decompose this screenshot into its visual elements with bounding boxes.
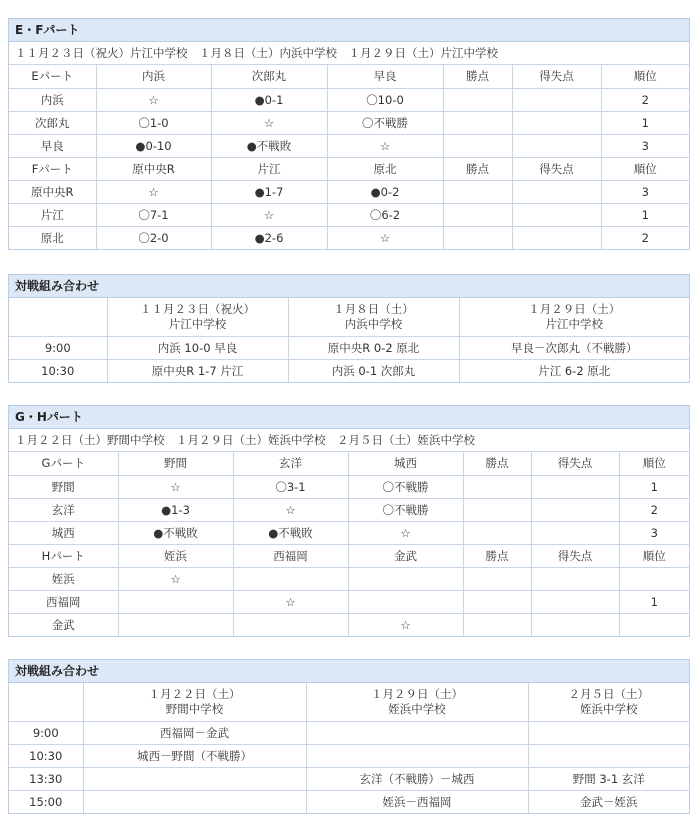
gh-standings-row	[9, 521, 689, 544]
ef-matchups-date-header	[459, 298, 689, 336]
gh-standings-row	[9, 475, 689, 498]
gh-standings-cell: 西福岡	[233, 544, 348, 567]
ef-matchups-date: １月２９日（土）	[528, 301, 621, 316]
gh-standings-cell: ☆	[348, 613, 463, 636]
gh-matchups-match: 野間 3-1 玄洋	[528, 767, 689, 790]
ef-standings-cell: 内浜	[9, 88, 96, 111]
ef-standings-cell: ☆	[211, 111, 327, 134]
ef-standings-cell	[512, 203, 601, 226]
gh-matchups-time: 15:00	[9, 790, 83, 813]
ef-standings-cell: 2	[601, 226, 689, 249]
gh-matchups-time: 9:00	[9, 721, 83, 744]
gh-matchups-match	[528, 721, 689, 744]
ef-matchups-header-row	[9, 298, 689, 336]
gh-matchups-row	[9, 790, 689, 813]
ef-standings-cell: 〇10-0	[327, 88, 443, 111]
ef-standings-row	[9, 111, 689, 134]
gh-standings-cell: Hパート	[9, 544, 118, 567]
gh-standings-cell: Gパート	[9, 452, 118, 475]
gh-matchups-time: 13:30	[9, 767, 83, 790]
ef-standings-table	[9, 65, 689, 249]
ef-standings-cell	[443, 88, 512, 111]
gh-standings-cell: ☆	[233, 590, 348, 613]
gh-matchups-date: ２月５日（土）	[568, 686, 649, 701]
gh-standings-row	[9, 613, 689, 636]
gh-matchups-panel	[8, 659, 690, 814]
gh-standings-cell: 野間	[118, 452, 233, 475]
gh-standings-cell	[348, 567, 463, 590]
ef-standings-cell: 1	[601, 111, 689, 134]
ef-standings-cell: 〇7-1	[96, 203, 211, 226]
ef-standings-cell	[512, 180, 601, 203]
ef-standings-cell: 〇2-0	[96, 226, 211, 249]
ef-matchups-date-header	[107, 298, 288, 336]
gh-standings-cell: 金武	[9, 613, 118, 636]
gh-standings-cell: ●不戦敗	[233, 521, 348, 544]
ef-standings-cell: 1	[601, 203, 689, 226]
ef-matchups-venue: 片江中学校	[545, 316, 603, 331]
ef-standings-cell: 片江	[211, 157, 327, 180]
gh-standings-cell: 城西	[9, 521, 118, 544]
ef-standings-cell: ☆	[96, 180, 211, 203]
gh-matchups-time: 10:30	[9, 744, 83, 767]
gh-matchups-match: 城西－野間（不戦勝）	[83, 744, 306, 767]
ef-standings-cell: 順位	[601, 157, 689, 180]
ef-standings-row	[9, 157, 689, 180]
ef-standings-cell: 早良	[9, 134, 96, 157]
ef-standings-row	[9, 226, 689, 249]
ef-standings-cell: ☆	[327, 226, 443, 249]
ef-standings-cell: 早良	[327, 65, 443, 88]
gh-standings-cell	[463, 475, 531, 498]
gh-standings-cell: 金武	[348, 544, 463, 567]
ef-standings-cell: 原北	[9, 226, 96, 249]
gh-standings-cell: 玄洋	[9, 498, 118, 521]
gh-standings-cell: 城西	[348, 452, 463, 475]
ef-standings-cell: ☆	[211, 203, 327, 226]
gh-standings-cell	[348, 590, 463, 613]
ef-standings-cell: 〇不戦勝	[327, 111, 443, 134]
gh-standings-cell: 3	[619, 521, 689, 544]
ef-standings-cell: ●0-1	[211, 88, 327, 111]
ef-standings-cell: ●不戦敗	[211, 134, 327, 157]
gh-standings-cell: 得失点	[531, 452, 619, 475]
gh-matchups-date-header	[306, 683, 528, 721]
gh-matchups-match	[306, 744, 528, 767]
gh-standings-cell	[619, 567, 689, 590]
gh-matchups-row	[9, 767, 689, 790]
gh-standings-cell	[463, 613, 531, 636]
gh-standings-cell	[531, 590, 619, 613]
ef-standings-row	[9, 134, 689, 157]
ef-standings-row	[9, 65, 689, 88]
gh-standings-cell: ☆	[118, 567, 233, 590]
gh-standings-cell: ☆	[118, 475, 233, 498]
gh-standings-cell: 〇3-1	[233, 475, 348, 498]
ef-matchups-panel	[8, 274, 690, 383]
ef-standings-cell	[443, 203, 512, 226]
gh-standings-cell	[531, 475, 619, 498]
gh-standings-cell	[531, 498, 619, 521]
ef-matchups-time: 9:00	[9, 336, 107, 359]
gh-standings-row	[9, 452, 689, 475]
gh-matchups-match: 姪浜－西福岡	[306, 790, 528, 813]
ef-standings-cell: ●2-6	[211, 226, 327, 249]
gh-matchups-date-header	[83, 683, 306, 721]
ef-standings-cell	[512, 134, 601, 157]
gh-matchups-match: 金武－姪浜	[528, 790, 689, 813]
ef-standings-cell: 得失点	[512, 157, 601, 180]
ef-standings-cell: ☆	[327, 134, 443, 157]
gh-standings-cell	[463, 590, 531, 613]
gh-matchups-match	[83, 767, 306, 790]
gh-standings-row	[9, 544, 689, 567]
gh-matchups-venue: 姪浜中学校	[388, 701, 446, 716]
gh-standings-cell: 順位	[619, 544, 689, 567]
gh-matchups-row	[9, 721, 689, 744]
ef-matchups-match: 片江 6-2 原北	[459, 359, 689, 382]
gh-schedule: １月２２日（土）野間中学校 １月２９日（土）姪浜中学校 ２月５日（土）姪浜中学校	[9, 429, 689, 452]
ef-standings-cell: 順位	[601, 65, 689, 88]
ef-matchups-venue: 内浜中学校	[344, 316, 403, 331]
ef-panel-title: E・Fパート	[9, 19, 689, 42]
ef-schedule: １１月２３日（祝火）片江中学校 １月８日（土）内浜中学校 １月２９日（土）片江中学校	[9, 42, 689, 65]
gh-standings-cell	[118, 613, 233, 636]
ef-standings-row	[9, 88, 689, 111]
gh-standings-cell	[531, 567, 619, 590]
ef-standings-cell	[512, 226, 601, 249]
ef-matchups-match: 早良－次郎丸（不戦勝）	[459, 336, 689, 359]
ef-standings-cell: 片江	[9, 203, 96, 226]
ef-standings-cell: 勝点	[443, 65, 512, 88]
gh-standings-table	[9, 452, 689, 636]
ef-standings-cell: ●0-10	[96, 134, 211, 157]
ef-standings-cell	[443, 180, 512, 203]
ef-matchups-date-header	[288, 298, 459, 336]
gh-matchups-match	[83, 790, 306, 813]
gh-matchups-title: 対戦組み合わせ	[9, 660, 689, 683]
ef-standings-cell: 3	[601, 180, 689, 203]
gh-standings-cell: 順位	[619, 452, 689, 475]
ef-standings-cell: ●1-7	[211, 180, 327, 203]
ef-standings-cell: 次郎丸	[9, 111, 96, 134]
ef-matchups-row	[9, 336, 689, 359]
gh-standings-cell: 2	[619, 498, 689, 521]
gh-standings-cell: 〇不戦勝	[348, 475, 463, 498]
ef-standings-cell: 勝点	[443, 157, 512, 180]
gh-standings-row	[9, 590, 689, 613]
gh-standings-cell: 勝点	[463, 452, 531, 475]
ef-standings-cell: 〇1-0	[96, 111, 211, 134]
gh-standings-cell: ☆	[348, 521, 463, 544]
gh-matchups-venue: 野間中学校	[165, 701, 224, 716]
ef-standings-cell: Eパート	[9, 65, 96, 88]
gh-standings-cell	[531, 613, 619, 636]
ef-standings-cell: 次郎丸	[211, 65, 327, 88]
gh-standings-cell: 1	[619, 590, 689, 613]
ef-standings-row	[9, 180, 689, 203]
ef-matchups-table	[9, 298, 689, 382]
ef-standings-cell	[443, 226, 512, 249]
ef-standings-row	[9, 203, 689, 226]
gh-matchups-match	[306, 721, 528, 744]
ef-matchups-corner-cell	[9, 298, 107, 336]
ef-standings-cell: Fパート	[9, 157, 96, 180]
gh-matchups-match: 西福岡－金武	[83, 721, 306, 744]
ef-matchups-match: 内浜 10-0 早良	[107, 336, 288, 359]
gh-standings-row	[9, 498, 689, 521]
ef-matchups-row	[9, 359, 689, 382]
ef-standings-cell: 〇6-2	[327, 203, 443, 226]
ef-standings-cell: 3	[601, 134, 689, 157]
ef-standings-cell	[512, 88, 601, 111]
gh-standings-cell: ●1-3	[118, 498, 233, 521]
gh-matchups-match	[528, 744, 689, 767]
ef-matchups-match: 内浜 0-1 次郎丸	[288, 359, 459, 382]
ef-standings-cell	[512, 111, 601, 134]
gh-matchups-table	[9, 683, 689, 813]
ef-matchups-match: 原中央R 0-2 原北	[288, 336, 459, 359]
ef-standings-cell: ●0-2	[327, 180, 443, 203]
ef-standings-panel	[8, 18, 690, 250]
ef-standings-cell: 原中央R	[96, 157, 211, 180]
ef-standings-cell: 原中央R	[9, 180, 96, 203]
ef-matchups-venue: 片江中学校	[168, 316, 227, 331]
gh-standings-cell: 〇不戦勝	[348, 498, 463, 521]
gh-standings-cell: ☆	[233, 498, 348, 521]
gh-standings-cell	[233, 567, 348, 590]
gh-standings-cell	[463, 521, 531, 544]
ef-matchups-date: １月８日（土）	[333, 301, 414, 316]
gh-standings-cell: 野間	[9, 475, 118, 498]
gh-standings-cell	[118, 590, 233, 613]
gh-matchups-date-header	[528, 683, 689, 721]
gh-standings-cell: 姪浜	[118, 544, 233, 567]
gh-matchups-corner-cell	[9, 683, 83, 721]
ef-standings-cell: 2	[601, 88, 689, 111]
gh-standings-cell: 玄洋	[233, 452, 348, 475]
gh-matchups-row	[9, 744, 689, 767]
gh-standings-cell: 得失点	[531, 544, 619, 567]
gh-standings-cell: 1	[619, 475, 689, 498]
ef-matchups-date: １１月２３日（祝火）	[140, 301, 255, 316]
ef-standings-cell: ☆	[96, 88, 211, 111]
gh-panel-title: G・Hパート	[9, 406, 689, 429]
gh-standings-row	[9, 567, 689, 590]
gh-matchups-date: １月２２日（土）	[148, 686, 241, 701]
gh-matchups-header-row	[9, 683, 689, 721]
gh-matchups-match: 玄洋（不戦勝）－城西	[306, 767, 528, 790]
gh-standings-cell	[619, 613, 689, 636]
ef-standings-cell	[443, 111, 512, 134]
gh-standings-cell: 姪浜	[9, 567, 118, 590]
ef-matchups-match: 原中央R 1-7 片江	[107, 359, 288, 382]
gh-matchups-venue: 姪浜中学校	[580, 701, 638, 716]
gh-standings-cell	[233, 613, 348, 636]
ef-matchups-title: 対戦組み合わせ	[9, 275, 689, 298]
gh-matchups-date: １月２９日（土）	[371, 686, 463, 701]
ef-standings-cell: 原北	[327, 157, 443, 180]
ef-standings-cell: 得失点	[512, 65, 601, 88]
gh-standings-cell	[463, 498, 531, 521]
gh-standings-panel	[8, 405, 690, 637]
gh-standings-cell	[463, 567, 531, 590]
gh-standings-cell: 勝点	[463, 544, 531, 567]
gh-standings-cell	[531, 521, 619, 544]
ef-matchups-time: 10:30	[9, 359, 107, 382]
gh-standings-cell: 西福岡	[9, 590, 118, 613]
ef-standings-cell: 内浜	[96, 65, 211, 88]
ef-standings-cell	[443, 134, 512, 157]
gh-standings-cell: ●不戦敗	[118, 521, 233, 544]
